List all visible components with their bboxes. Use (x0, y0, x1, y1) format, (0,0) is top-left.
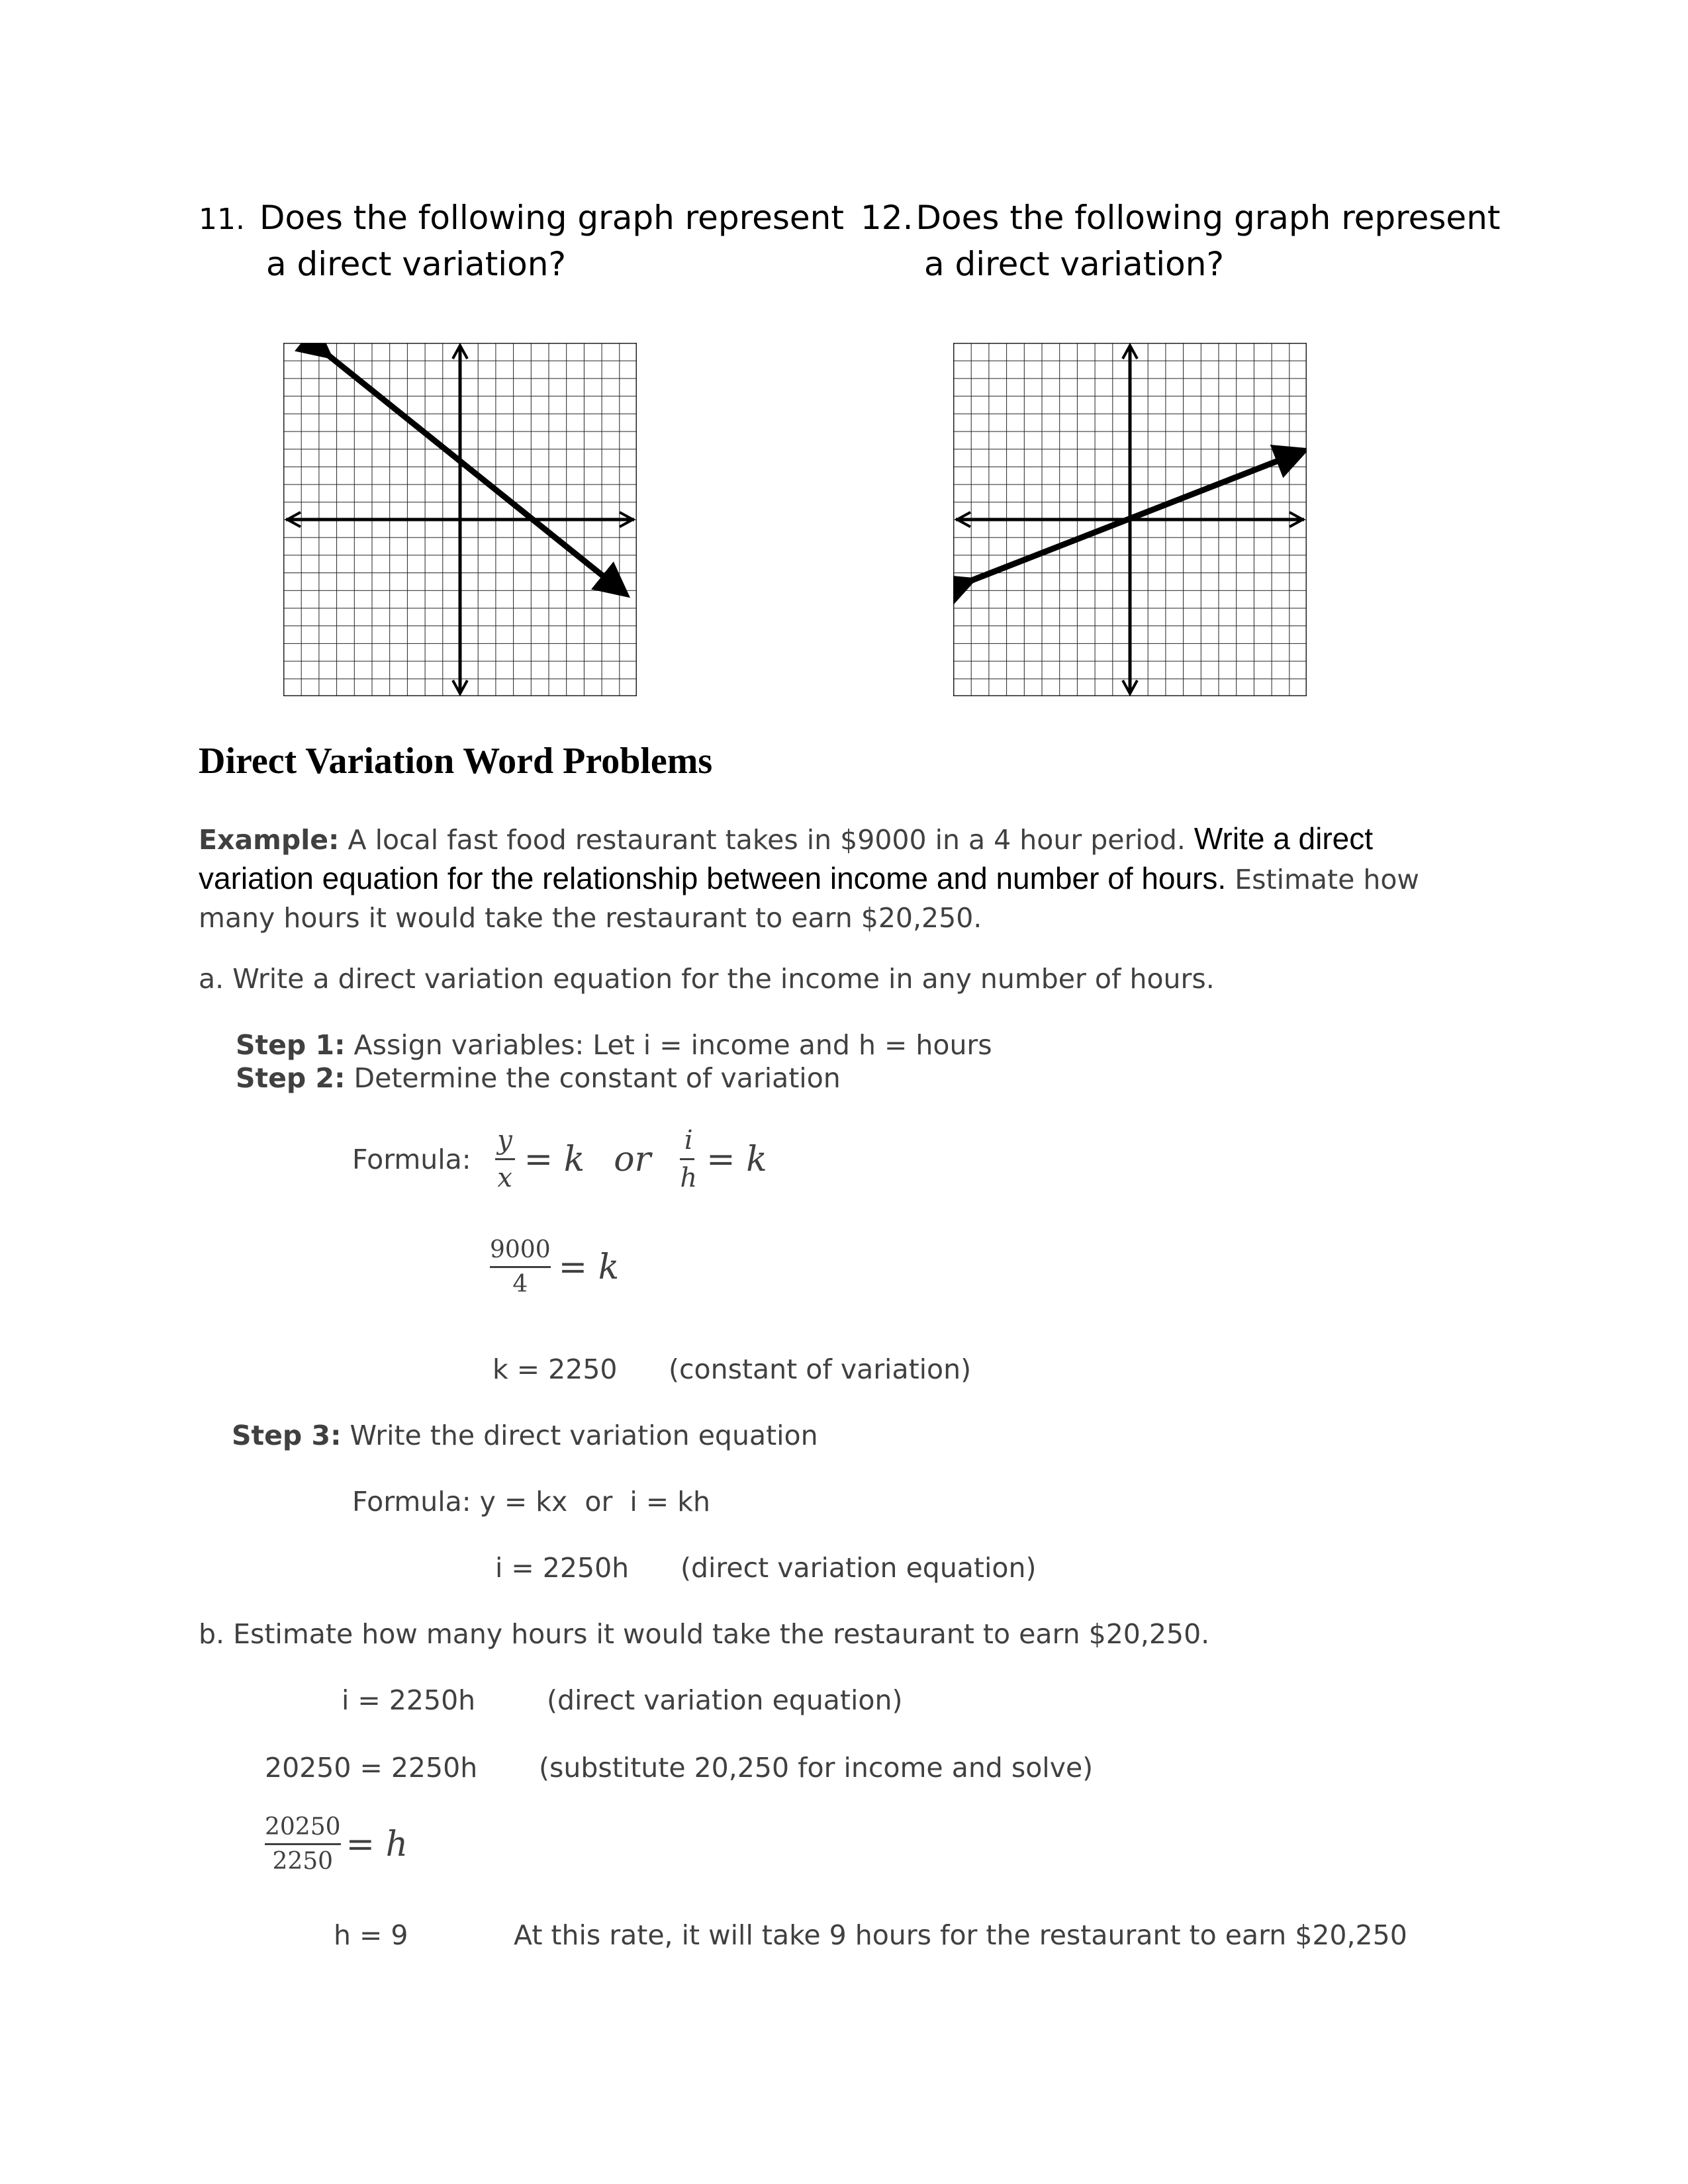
question-11 (199, 199, 844, 237)
example-text-1: A local fast food restaurant takes in $9000 in a 4 hour period. (348, 824, 1186, 856)
answer-note: At this rate, it will take 9 hours for the restaurant to earn $20,250 (514, 1919, 1407, 1951)
equation-note: (direct variation equation) (680, 1552, 1037, 1584)
step-2 (236, 1062, 841, 1094)
question-text-line2: a direct variation? (266, 245, 567, 283)
example-label: Example: (199, 824, 340, 856)
k-result: k = 2250 (492, 1353, 618, 1385)
formula-3: Formula: y = kx or i = kh (352, 1486, 710, 1518)
step-2-label: Step 2: (236, 1062, 346, 1094)
formula1-rhs: = k (524, 1139, 585, 1179)
b-fraction-line (265, 1813, 408, 1876)
part-a-prompt: a. Write a direct variation equation for the income in any number of hours. (199, 963, 1215, 995)
fraction-i-over-h: $\frac{i}{h}$ (680, 1125, 698, 1193)
question-text-line1: Does the following graph represent (915, 199, 1501, 237)
calc-line (490, 1236, 619, 1298)
formula-label: Formula: (352, 1143, 471, 1175)
section-title: Direct Variation Word Problems (199, 741, 713, 782)
question-12 (861, 199, 1501, 237)
example-text-2: Write a direct variation equation for the relationship between income and number of hours. (199, 821, 1374, 895)
formula2-rhs: = k (706, 1139, 767, 1179)
b-line2-eq: 20250 = 2250h (265, 1752, 478, 1784)
fraction-20250-over-2250: $\frac{20250}{2250}$ (265, 1813, 341, 1876)
b-line2-note: (substitute 20,250 for income and solve) (539, 1752, 1094, 1784)
fraction-y-over-x: $\frac{y}{x}$ (495, 1125, 515, 1193)
fraction-9000-over-4: $\frac{9000}{4}$ (490, 1236, 551, 1298)
formula-or: or (614, 1139, 651, 1179)
step-3-label: Step 3: (232, 1420, 342, 1451)
formula-line (352, 1125, 767, 1193)
calc-rhs: = k (558, 1247, 620, 1287)
step-1-label: Step 1: (236, 1029, 346, 1061)
b-line1-note: (direct variation equation) (547, 1684, 903, 1716)
step-2-text: Determine the constant of variation (353, 1062, 841, 1094)
step-1-text: Assign variables: Let i = income and h = hours (353, 1029, 992, 1061)
step-3 (232, 1420, 818, 1451)
graph-11 (283, 343, 637, 696)
graph-12 (953, 343, 1307, 696)
example-paragraph (199, 819, 1456, 937)
equation: i = 2250h (495, 1552, 630, 1584)
question-text-line1: Does the following graph represent (259, 199, 844, 237)
question-number: 11. (199, 203, 245, 236)
k-note: (constant of variation) (669, 1353, 972, 1385)
step-3-text: Write the direct variation equation (350, 1420, 818, 1451)
question-number: 12. (861, 199, 914, 237)
question-text-line2: a direct variation? (924, 245, 1225, 283)
step-1 (236, 1029, 992, 1061)
part-b-prompt: b. Estimate how many hours it would take the restaurant to earn $20,250. (199, 1618, 1210, 1650)
example-text-3: Estimate how many hours it would take the restaurant to earn $20,250. (199, 864, 1419, 934)
answer-eq: h = 9 (334, 1919, 408, 1951)
b-line1-eq: i = 2250h (342, 1684, 476, 1716)
b-fraction-rhs: = h (346, 1824, 408, 1864)
